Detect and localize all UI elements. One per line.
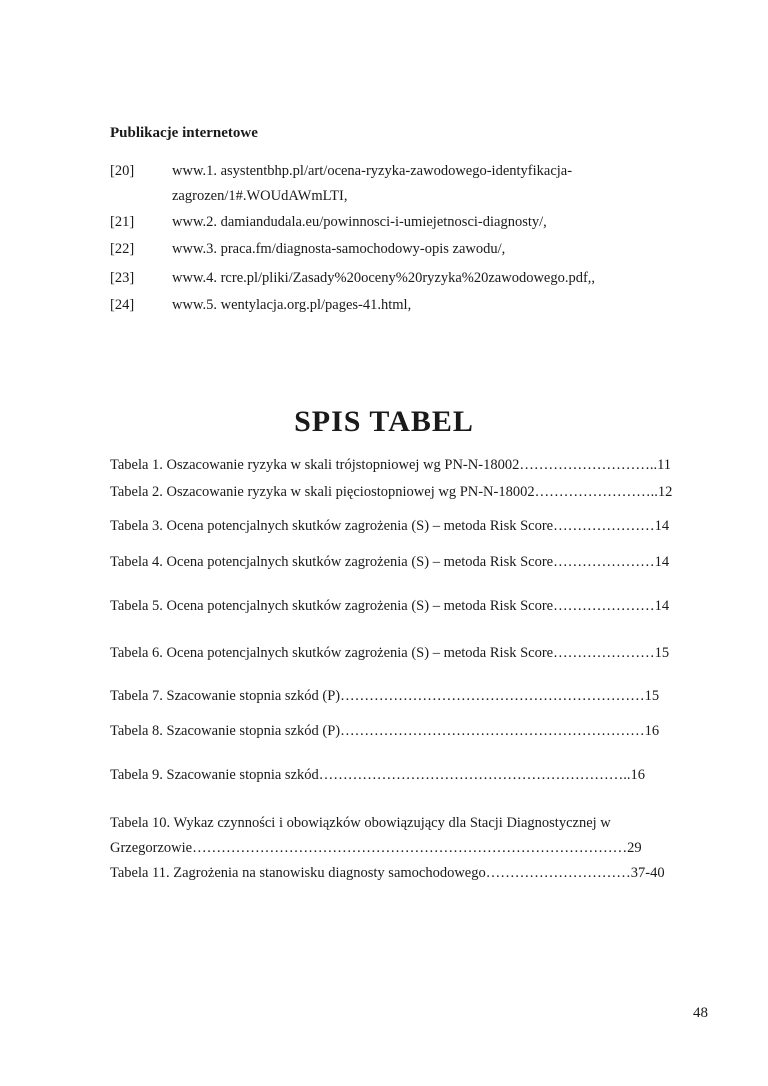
reference-url: www.2. damiandudala.eu/powinnosci-i-umiejetnosci-diagnosty/, xyxy=(172,214,547,230)
toc-entry: Tabela 2. Oszacowanie ryzyka w skali pięciostopniowej wg PN-N-18002……………………..12 xyxy=(110,484,673,500)
toc-entry: Tabela 8. Szacowanie stopnia szkód (P)………………………………………………………16 xyxy=(110,723,660,739)
toc-entry-continued: Grzegorzowie………………………………………………………………………………29 xyxy=(110,840,642,856)
toc-entry: Tabela 7. Szacowanie stopnia szkód (P)………………………………………………………15 xyxy=(110,688,660,704)
page-title: SPIS TABEL xyxy=(294,405,474,438)
toc-entry: Tabela 9. Szacowanie stopnia szkód………………………………………………………..16 xyxy=(110,767,646,783)
reference-number: [22] xyxy=(110,241,135,257)
toc-entry: Tabela 6. Ocena potencjalnych skutków zagrożenia (S) – metoda Risk Score…………………15 xyxy=(110,645,670,661)
page-number: 48 xyxy=(693,1005,708,1021)
toc-entry: Tabela 1. Oszacowanie ryzyka w skali trójstopniowej wg PN-N-18002………………………..11 xyxy=(110,457,672,473)
toc-entry: Tabela 11. Zagrożenia na stanowisku diagnosty samochodowego…………………………37-40 xyxy=(110,865,665,881)
toc-entry: Tabela 5. Ocena potencjalnych skutków zagrożenia (S) – metoda Risk Score…………………14 xyxy=(110,598,670,614)
toc-entry: Tabela 4. Ocena potencjalnych skutków zagrożenia (S) – metoda Risk Score…………………14 xyxy=(110,554,670,570)
toc-entry: Tabela 3. Ocena potencjalnych skutków zagrożenia (S) – metoda Risk Score…………………14 xyxy=(110,518,670,534)
reference-url: www.3. praca.fm/diagnosta-samochodowy-opis zawodu/, xyxy=(172,241,506,257)
toc-entry: Tabela 10. Wykaz czynności i obowiązków obowiązujący dla Stacji Diagnostycznej w xyxy=(110,815,611,831)
reference-number: [21] xyxy=(110,214,135,230)
reference-url: www.1. asystentbhp.pl/art/ocena-ryzyka-zawodowego-identyfikacja- xyxy=(172,163,573,179)
section-heading: Publikacje internetowe xyxy=(110,125,258,141)
reference-url: www.5. wentylacja.org.pl/pages-41.html, xyxy=(172,297,412,313)
reference-number: [24] xyxy=(110,297,135,313)
reference-url: www.4. rcre.pl/pliki/Zasady%20oceny%20ryzyka%20zawodowego.pdf,, xyxy=(172,270,596,286)
reference-number: [23] xyxy=(110,270,135,286)
reference-number: [20] xyxy=(110,163,135,179)
reference-url-continued: zagrozen/1#.WOUdAWmLTI, xyxy=(172,188,348,204)
